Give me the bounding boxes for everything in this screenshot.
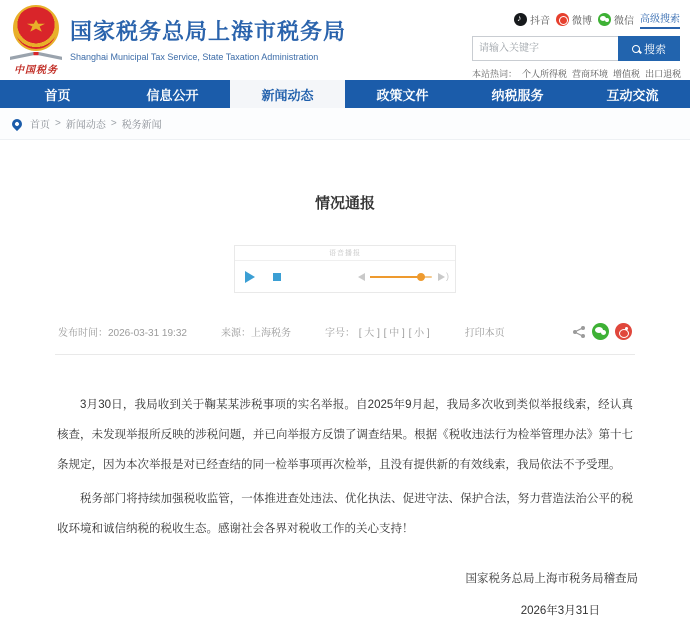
play-icon[interactable]: [245, 271, 255, 283]
national-emblem-icon: [13, 5, 59, 51]
douyin-icon: [514, 13, 527, 26]
search-button-label: 搜索: [644, 43, 666, 56]
font-size-label: 字号：: [324, 328, 355, 339]
main-nav: [0, 80, 690, 108]
emblem-wings-icon: [10, 52, 62, 60]
font-size-controls: [325, 324, 431, 339]
location-pin-icon: [10, 116, 24, 130]
breadcrumb-tax-news[interactable]: 税务新闻: [121, 120, 162, 131]
volume-thumb[interactable]: [417, 273, 425, 281]
audio-player-controls: [235, 261, 455, 292]
hotwords-label: 本站热词：: [472, 69, 518, 79]
breadcrumb-home[interactable]: 首页: [30, 120, 50, 131]
logo-caption: 中国税务: [14, 65, 58, 76]
header-right: [472, 10, 680, 80]
social-links: [472, 10, 680, 29]
weibo-icon: [556, 13, 569, 26]
source: 来源：上海税务: [220, 328, 291, 339]
volume-fill: [370, 276, 420, 278]
font-size-medium-button[interactable]: [ 中 ]: [383, 328, 405, 339]
search-input[interactable]: [472, 36, 618, 61]
wechat-label: 微信: [614, 16, 634, 27]
nav-item-policy[interactable]: 政策文件: [376, 87, 429, 103]
article-body: [57, 391, 633, 544]
signature-block: [0, 570, 690, 618]
signature: 国家税务总局上海市税务局稽查局: [465, 573, 638, 586]
search-icon: [632, 45, 640, 53]
hotword-link[interactable]: 增值税: [613, 69, 641, 79]
nav-item-home[interactable]: 首页: [44, 87, 71, 103]
site-subtitle: Shanghai Municipal Tax Service, State Taxation Administration: [70, 52, 319, 62]
nav-item-tax-service[interactable]: 纳税服务: [491, 87, 544, 103]
search-button[interactable]: [618, 36, 680, 61]
hotword-link[interactable]: 营商环境: [572, 69, 609, 79]
paragraph-2: 税务部门将持续加强税收监管，一体推进查处违法、优化执法、促进守法、保护合法，努力营造法治公平的税收环境和诚信纳税的税收生态。感谢社会各界对税收工作的关心支持！: [57, 492, 633, 535]
speaker-icon: [438, 273, 445, 281]
weibo-link[interactable]: [556, 12, 592, 27]
search-bar: [472, 36, 680, 61]
wechat-link[interactable]: [598, 12, 634, 27]
breadcrumb-news[interactable]: 新闻动态: [65, 120, 106, 131]
audio-player-caption: 语音播报: [235, 246, 455, 261]
page-title: 情况通报: [314, 195, 375, 212]
hotword-link[interactable]: 个人所得税: [522, 69, 568, 79]
nav-item-info-disclosure[interactable]: 信息公开: [146, 87, 199, 103]
hotword-link[interactable]: 出口退税: [645, 69, 682, 79]
signature-date: 2026年3月31日: [520, 605, 600, 618]
article: [0, 140, 690, 618]
nav-item-news[interactable]: 新闻动态: [230, 80, 345, 108]
stop-icon[interactable]: [273, 273, 281, 281]
breadcrumb-separator: >: [55, 118, 61, 129]
site-title-block: [70, 15, 346, 62]
douyin-link[interactable]: [514, 12, 550, 27]
site-header: [0, 0, 690, 80]
publish-time: 发布时间：2026-03-31 19:32: [58, 328, 187, 339]
font-size-small-button[interactable]: [ 小 ]: [408, 328, 430, 339]
advanced-search-link[interactable]: 高级搜索: [640, 10, 680, 29]
site-title: 国家税务总局上海市税务局: [70, 19, 347, 44]
print-page-button[interactable]: 打印本页: [464, 328, 505, 339]
meta-divider: [55, 354, 635, 355]
hotwords-row: [472, 67, 680, 80]
douyin-label: 抖音: [530, 16, 550, 27]
paragraph-1: 3月30日，我局收到关于鞠某某涉税事项的实名举报。自2025年9月起，我局多次收到类似举报线索，经认真核查，未发现举报所反映的涉税问题，并已向举报方反馈了调查结果。根据《税收违法行为检举管理办法》第十七条规定，因为本次举报是对已经查结的同一检举事项再次检举，且没有提供新的有效线索，我局依法不予受理。: [57, 399, 633, 471]
article-meta: [58, 323, 632, 340]
speaker-muted-icon: [358, 273, 365, 281]
share-group: [572, 323, 632, 340]
breadcrumb-separator: >: [110, 118, 117, 129]
nav-item-interaction[interactable]: 互动交流: [606, 87, 659, 103]
audio-player: [234, 245, 456, 293]
share-weibo-icon[interactable]: [615, 323, 632, 340]
font-size-large-button[interactable]: [ 大 ]: [358, 328, 380, 339]
share-icon[interactable]: [572, 325, 586, 339]
share-wechat-icon[interactable]: [592, 323, 609, 340]
volume-slider[interactable]: [370, 276, 432, 278]
breadcrumb: [0, 108, 690, 140]
wechat-icon: [598, 13, 611, 26]
weibo-label: 微博: [572, 16, 592, 27]
site-logo: [8, 5, 64, 75]
